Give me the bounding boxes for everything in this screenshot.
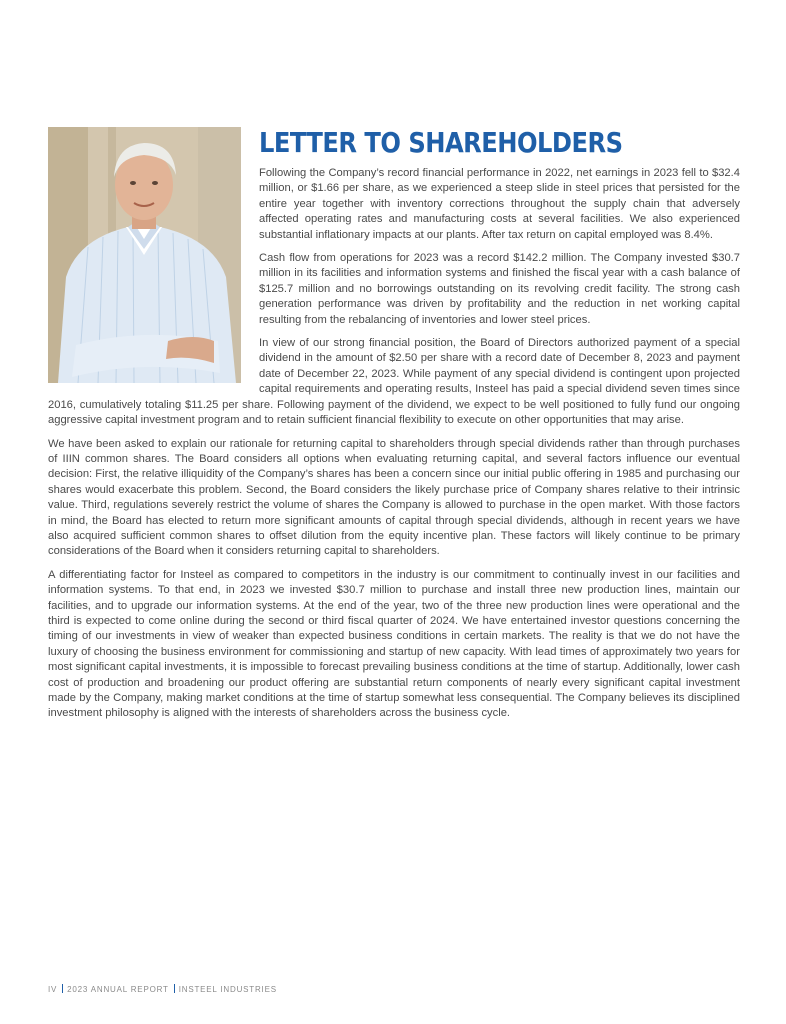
report-name: 2023 ANNUAL REPORT xyxy=(67,985,169,994)
letter-body xyxy=(48,166,740,730)
footer-divider xyxy=(174,984,175,993)
page-footer xyxy=(48,984,277,994)
paragraph-2: Cash flow from operations for 2023 was a record $142.2 million. The Company invested $30.7 million in its facilities and information systems and finished the fiscal year with a cash balance of $125.7 million and no borrowings outstanding on its revolving credit facility. The strong cash generation performance was driven by profitability and the reduction in net working capital resulting from the rebalancing of inventories and lower steel prices. xyxy=(259,252,740,326)
footer-divider xyxy=(62,984,63,993)
paragraph-5: A differentiating factor for Insteel as compared to competitors in the industry is our commitment to continually invest in our facilities and information systems. To that end, in 2023 we invested $30.7 million to purchase and install three new production lines, maintain our facilities, and to upgrade our information systems. At the end of the year, two of the three new production lines were operational and the third is expected to come online during the second or third fiscal quarter of 2024. We have entertained investor questions concerning the timing of our investments in view of weaker than expected business conditions in certain markets. The reality is that we do not have the luxury of choosing the business environment for commissioning and startup of new capacity. With lead times of approximately two years for most significant capital investments, it is impossible to forecast prevailing business conditions at the time of startup. Additionally, lower cash cost of production and broadening our product offering are substantial return components of nearly every significant capital investment made by the Company, making market conditions at the time of startup somewhat less consequential. The Company believes its disciplined investment philosophy is aligned with the interests of shareholders across the business cycle. xyxy=(48,568,740,720)
photo-wrap-spacer xyxy=(48,166,259,384)
page-title: LETTER TO SHAREHOLDERS xyxy=(259,127,623,159)
company-name: INSTEEL INDUSTRIES xyxy=(178,985,277,994)
page-number: IV xyxy=(48,985,58,994)
paragraph-4: We have been asked to explain our rationale for returning capital to shareholders through special dividends rather than through purchases of IIIN common shares. The Board considers all options when evaluating returning capital, and several factors influence our eventual decision: First, the relative illiquidity of the Company’s shares has been a concern since our initial public offering in 1985 and purchasing our shares would exacerbate this problem. Second, the Board considers the likely purchase price of Company shares relative to their intrinsic value. Third, regulations severely restrict the volume of shares the Company is allowed to purchase in the open market. With those factors in mind, the Board has elected to return more significant amounts of capital through special dividends, although in recent years we have also acquired sufficient common shares to offset dilution from the equity incentive plan. These factors will likely continue to be primary considerations of the Board when it considers returning capital to shareholders. xyxy=(48,437,740,558)
paragraph-1: Following the Company’s record financial performance in 2022, net earnings in 2023 fell to $32.4 million, or $1.66 per share, as we experienced a steep slide in steel prices that persisted for the entire year together with inventory corrections throughout the supply chain that adversely affected operating rates and manufacturing costs at several facilities. We also experienced substantial inflationary impacts at our plants. After tax return on capital employed was 8.4%. xyxy=(259,167,740,241)
paragraph-3: In view of our strong financial position, the Board of Directors authorized payment of a special dividend in the amount of $2.50 per share with a record date of December 8, 2023 and payment date of December 22, 2023. While payment of any special dividend is contingent upon projected capital requirements and operating results, Insteel has paid a special dividend seven times since 2016, cumulatively totaling $11.25 per share. Following payment of the dividend, we expect to be well positioned to fully fund our ongoing aggressive capital investment program and to retain sufficient financial flexibility to execute on other opportunities that may arise. xyxy=(48,337,740,427)
